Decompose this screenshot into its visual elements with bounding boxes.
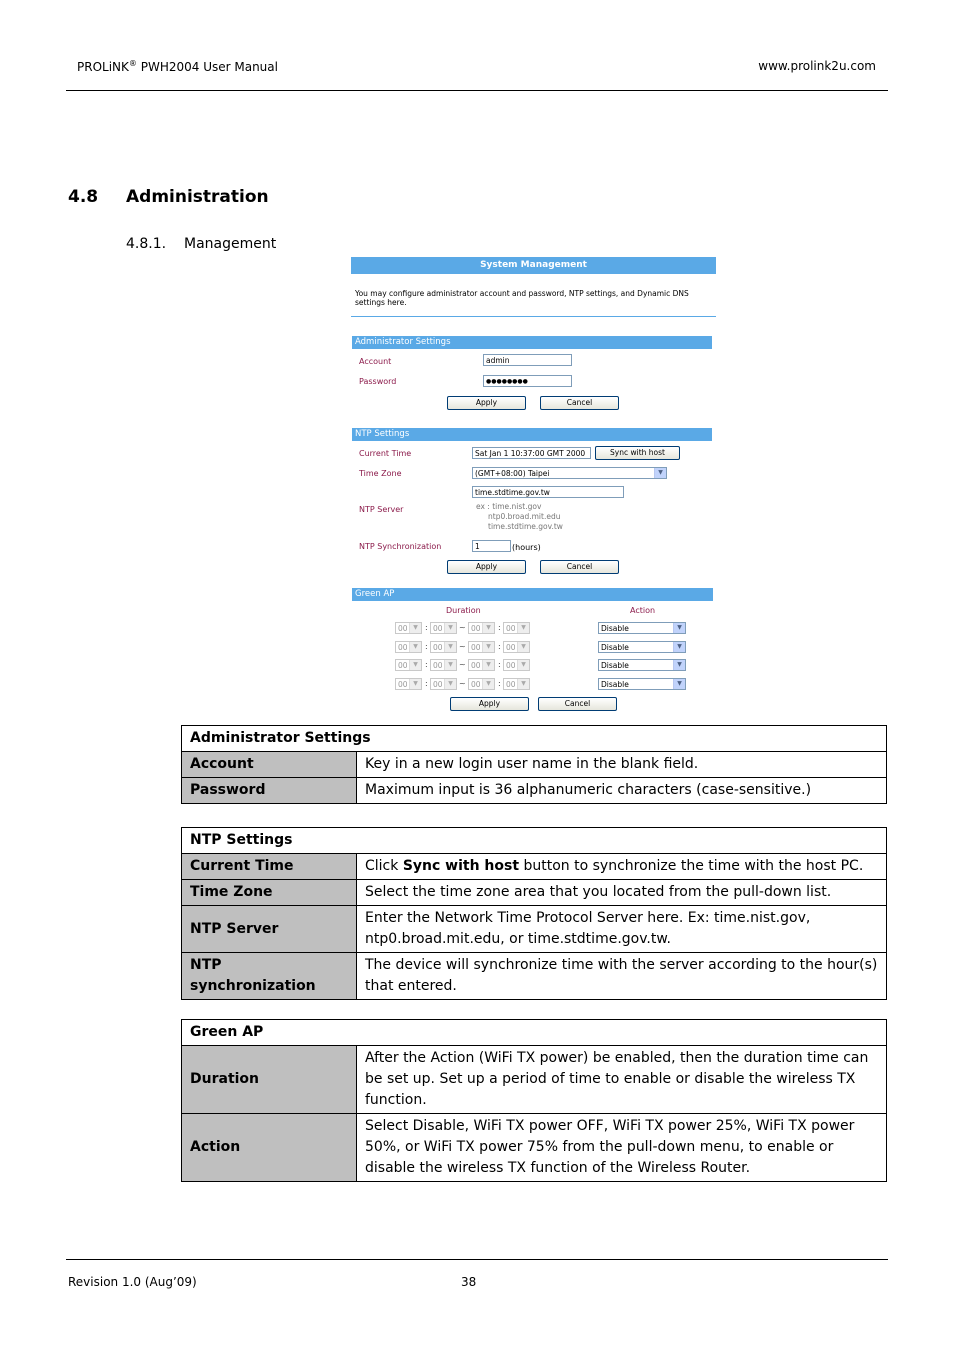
duration-column-header: Duration: [446, 606, 481, 615]
ntp-server-input[interactable]: time.stdtime.gov.tw: [472, 486, 624, 498]
table-heading-row: [182, 828, 887, 854]
green-ap-cancel-button[interactable]: Cancel: [538, 697, 617, 711]
table-heading-row: [182, 1020, 887, 1046]
table-heading: Administrator Settings: [182, 726, 887, 752]
table-value: Maximum input is 36 alphanumeric characters (case-sensitive.): [357, 778, 887, 804]
table-key: Duration: [182, 1046, 357, 1114]
table-value: Select the time zone area that you located from the pull-down list.: [357, 880, 887, 906]
chevron-down-icon: ▼: [444, 660, 456, 670]
action-select[interactable]: Disable ▼: [598, 641, 686, 653]
table-key: NTP Server: [182, 906, 357, 953]
chevron-down-icon: ▼: [517, 660, 529, 670]
tilde-separator: ~: [459, 660, 466, 669]
ntp-settings-table: [181, 827, 887, 1000]
table-heading: Green AP: [182, 1020, 887, 1046]
table-key: Password: [182, 778, 357, 804]
ntp-server-hint-3: time.stdtime.gov.tw: [488, 522, 563, 531]
table-value: The device will synchronize time with the server according to the hour(s) that entered.: [357, 953, 887, 1000]
subsection-number: 4.8.1.: [126, 236, 167, 252]
section-number: 4.8: [68, 187, 99, 207]
end-minute-select[interactable]: 00 ▼: [503, 678, 530, 690]
chevron-down-icon: ▼: [673, 679, 685, 689]
sync-with-host-button[interactable]: Sync with host: [595, 446, 680, 460]
start-hour-select[interactable]: 00 ▼: [395, 659, 422, 671]
page-number: 38: [461, 1275, 477, 1289]
text-fragment: Click: [365, 858, 403, 874]
table-row: [182, 752, 887, 778]
ntp-sync-input[interactable]: 1: [472, 540, 511, 552]
colon-separator: :: [425, 679, 428, 688]
green-ap-apply-button[interactable]: Apply: [450, 697, 529, 711]
start-minute-select[interactable]: 00 ▼: [430, 659, 457, 671]
colon-separator: :: [498, 623, 501, 632]
table-value: Key in a new login user name in the blank field.: [357, 752, 887, 778]
table-value: Enter the Network Time Protocol Server here. Ex: time.nist.gov, ntp0.broad.mit.edu, or time.stdtime.gov.tw.: [357, 906, 887, 953]
end-hour-select[interactable]: 00 ▼: [468, 678, 495, 690]
colon-separator: :: [425, 660, 428, 669]
table-row: [182, 778, 887, 804]
chevron-down-icon: ▼: [444, 642, 456, 652]
chevron-down-icon: ▼: [482, 642, 494, 652]
tilde-separator: ~: [459, 623, 466, 632]
ntp-sync-unit: (hours): [512, 543, 541, 552]
current-time-label: Current Time: [359, 449, 412, 458]
table-row: [182, 880, 887, 906]
text-fragment: button to synchronize the time with the host PC.: [519, 858, 864, 874]
manual-name: PWH2004 User Manual: [140, 60, 278, 74]
subsection-title: Management: [184, 236, 277, 252]
action-select[interactable]: Disable ▼: [598, 659, 686, 671]
colon-separator: :: [498, 679, 501, 688]
chevron-down-icon: ▼: [444, 623, 456, 633]
end-minute-select[interactable]: 00 ▼: [503, 659, 530, 671]
chevron-down-icon: ▼: [482, 623, 494, 633]
chevron-down-icon: ▼: [673, 623, 685, 633]
action-select[interactable]: Disable ▼: [598, 622, 686, 634]
password-input[interactable]: ●●●●●●●●: [483, 375, 572, 387]
table-row: [182, 1046, 887, 1114]
table-row: [182, 854, 887, 880]
table-row: [182, 953, 887, 1000]
table-key: Action: [182, 1114, 357, 1182]
end-minute-select[interactable]: 00 ▼: [503, 622, 530, 634]
table-heading-row: [182, 726, 887, 752]
chevron-down-icon: ▼: [482, 679, 494, 689]
registered-mark: ®: [128, 59, 137, 68]
brand-name: PROLiNK: [77, 60, 129, 74]
header-title: [77, 59, 278, 74]
chevron-down-icon: ▼: [409, 660, 421, 670]
admin-apply-button[interactable]: Apply: [447, 396, 526, 410]
chevron-down-icon: ▼: [409, 642, 421, 652]
footer-rule: [66, 1259, 888, 1260]
chevron-down-icon: ▼: [517, 642, 529, 652]
table-key: Account: [182, 752, 357, 778]
chevron-down-icon: ▼: [409, 623, 421, 633]
end-minute-select[interactable]: 00 ▼: [503, 641, 530, 653]
system-management-screenshot: [350, 256, 718, 716]
header-rule: [66, 90, 888, 91]
account-label: Account: [359, 357, 392, 366]
intro-divider: [351, 316, 716, 317]
start-minute-select[interactable]: 00 ▼: [430, 678, 457, 690]
chevron-down-icon: ▼: [654, 468, 666, 478]
start-minute-select[interactable]: 00 ▼: [430, 622, 457, 634]
chevron-down-icon: ▼: [517, 679, 529, 689]
admin-section-bar: Administrator Settings: [352, 336, 712, 349]
footer-revision: Revision 1.0 (Aug’09): [68, 1275, 197, 1289]
ntp-apply-button[interactable]: Apply: [447, 560, 526, 574]
table-key: Current Time: [182, 854, 357, 880]
start-hour-select[interactable]: 00 ▼: [395, 622, 422, 634]
time-zone-label: Time Zone: [359, 469, 402, 478]
start-hour-select[interactable]: 00 ▼: [395, 678, 422, 690]
ntp-server-hint-2: ntp0.broad.mit.edu: [488, 512, 561, 521]
ntp-cancel-button[interactable]: Cancel: [540, 560, 619, 574]
end-hour-select[interactable]: 00 ▼: [468, 622, 495, 634]
chevron-down-icon: ▼: [409, 679, 421, 689]
green-ap-section-bar: Green AP: [352, 588, 713, 601]
table-value: Select Disable, WiFi TX power OFF, WiFi TX power 25%, WiFi TX power 50%, or WiFi TX power 75% from the pull-down menu, to enable or disable the wireless TX function of the Wireless Router.: [357, 1114, 887, 1182]
admin-cancel-button[interactable]: Cancel: [540, 396, 619, 410]
ntp-server-hint-1: ex : time.nist.gov: [476, 502, 542, 511]
account-input[interactable]: admin: [483, 354, 572, 366]
table-key: Time Zone: [182, 880, 357, 906]
ntp-sync-label: NTP Synchronization: [359, 542, 442, 551]
chevron-down-icon: ▼: [517, 623, 529, 633]
sync-with-host-text: Sync with host: [402, 858, 520, 874]
chevron-down-icon: ▼: [482, 660, 494, 670]
chevron-down-icon: ▼: [444, 679, 456, 689]
ntp-server-label: NTP Server: [359, 505, 404, 514]
ntp-section-bar: NTP Settings: [352, 428, 712, 441]
action-column-header: Action: [630, 606, 656, 615]
table-heading: NTP Settings: [182, 828, 887, 854]
table-value: After the Action (WiFi TX power) be enabled, then the duration time can be set up. Set up a period of time to enable or disable the wireless TX function.: [357, 1046, 887, 1114]
password-label: Password: [359, 377, 397, 386]
end-hour-select[interactable]: 00 ▼: [468, 641, 495, 653]
admin-settings-table: [181, 725, 887, 804]
current-time-input[interactable]: Sat Jan 1 10:37:00 GMT 2000: [472, 447, 591, 459]
green-ap-table: [181, 1019, 887, 1182]
tilde-separator: ~: [459, 642, 466, 651]
tilde-separator: ~: [459, 679, 466, 688]
colon-separator: :: [425, 642, 428, 651]
section-title: Administration: [126, 187, 269, 207]
start-hour-select[interactable]: 00 ▼: [395, 641, 422, 653]
time-zone-select[interactable]: [472, 467, 667, 479]
chevron-down-icon: ▼: [673, 660, 685, 670]
screen-intro: You may configure administrator account and password, NTP settings, and Dynamic DNS settings here.: [355, 289, 689, 307]
time-zone-value: (GMT+08:00) Taipei: [475, 469, 550, 478]
colon-separator: :: [498, 660, 501, 669]
colon-separator: :: [498, 642, 501, 651]
action-select[interactable]: Disable ▼: [598, 678, 686, 690]
start-minute-select[interactable]: 00 ▼: [430, 641, 457, 653]
colon-separator: :: [425, 623, 428, 632]
table-key: NTP synchronization: [182, 953, 357, 1000]
table-value: [357, 854, 887, 880]
screen-title: System Management: [351, 257, 716, 274]
header-website: www.prolink2u.com: [758, 59, 876, 73]
table-row: [182, 906, 887, 953]
end-hour-select[interactable]: 00 ▼: [468, 659, 495, 671]
chevron-down-icon: ▼: [673, 642, 685, 652]
table-row: [182, 1114, 887, 1182]
